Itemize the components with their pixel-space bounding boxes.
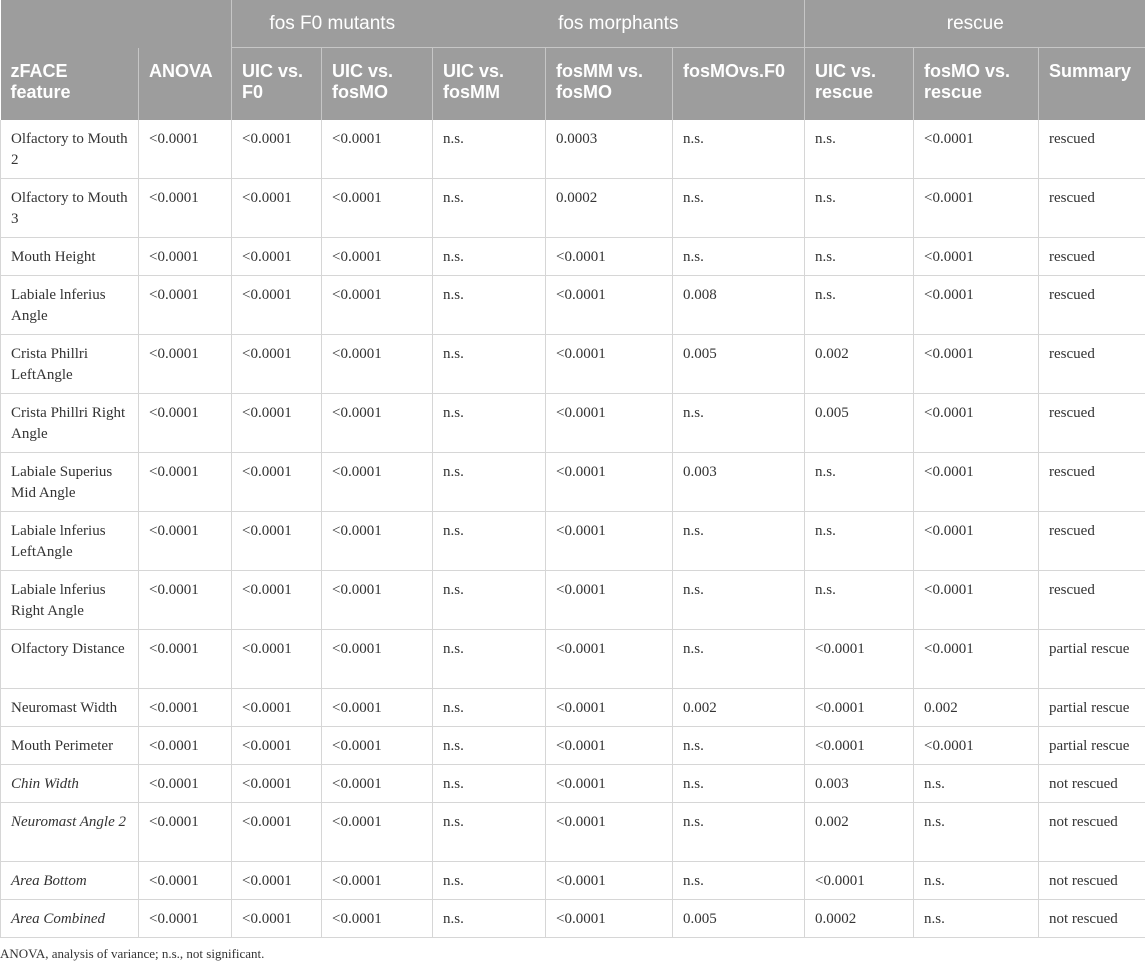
value-cell: <0.0001 xyxy=(232,862,322,900)
table-row xyxy=(1,512,1145,571)
value-cell: rescued xyxy=(1039,453,1145,512)
feature-cell: Labiale Superius Mid Angle xyxy=(1,453,139,512)
value-cell: n.s. xyxy=(914,900,1039,938)
feature-cell: Mouth Perimeter xyxy=(1,727,139,765)
value-cell: not rescued xyxy=(1039,765,1145,803)
value-cell: n.s. xyxy=(433,276,546,335)
value-cell: <0.0001 xyxy=(139,512,232,571)
value-cell: <0.0001 xyxy=(914,179,1039,238)
value-cell: <0.0001 xyxy=(546,727,673,765)
value-cell: 0.005 xyxy=(805,394,914,453)
value-cell: <0.0001 xyxy=(546,765,673,803)
value-cell: <0.0001 xyxy=(805,630,914,689)
group-header-morphants: fos morphants xyxy=(433,0,805,48)
value-cell: 0.002 xyxy=(805,335,914,394)
value-cell: <0.0001 xyxy=(914,238,1039,276)
table-row xyxy=(1,689,1145,727)
value-cell: n.s. xyxy=(673,765,805,803)
value-cell: <0.0001 xyxy=(546,512,673,571)
value-cell: n.s. xyxy=(673,179,805,238)
value-cell: <0.0001 xyxy=(322,120,433,179)
column-header: fosMO vs. rescue xyxy=(914,48,1039,120)
value-cell: rescued xyxy=(1039,238,1145,276)
value-cell: n.s. xyxy=(914,862,1039,900)
value-cell: n.s. xyxy=(433,630,546,689)
value-cell: n.s. xyxy=(433,335,546,394)
value-cell: <0.0001 xyxy=(232,727,322,765)
group-header-empty xyxy=(1,0,232,48)
value-cell: <0.0001 xyxy=(322,727,433,765)
value-cell: rescued xyxy=(1039,571,1145,630)
value-cell: <0.0001 xyxy=(232,689,322,727)
value-cell: n.s. xyxy=(805,512,914,571)
value-cell: <0.0001 xyxy=(322,394,433,453)
value-cell: n.s. xyxy=(805,453,914,512)
value-cell: 0.005 xyxy=(673,335,805,394)
table-body xyxy=(1,120,1145,938)
value-cell: <0.0001 xyxy=(322,238,433,276)
feature-cell: Crista Phillri Right Angle xyxy=(1,394,139,453)
value-cell: n.s. xyxy=(433,453,546,512)
value-cell: <0.0001 xyxy=(546,276,673,335)
value-cell: 0.002 xyxy=(805,803,914,862)
column-header: fosMOvs.F0 xyxy=(673,48,805,120)
value-cell: <0.0001 xyxy=(546,335,673,394)
column-header: UIC vs. fosMO xyxy=(322,48,433,120)
table-row xyxy=(1,120,1145,179)
value-cell: n.s. xyxy=(433,238,546,276)
value-cell: 0.003 xyxy=(673,453,805,512)
group-header-f0: fos F0 mutants xyxy=(232,0,433,48)
value-cell: rescued xyxy=(1039,394,1145,453)
value-cell: <0.0001 xyxy=(232,238,322,276)
value-cell: <0.0001 xyxy=(546,630,673,689)
value-cell: <0.0001 xyxy=(139,900,232,938)
value-cell: <0.0001 xyxy=(322,276,433,335)
value-cell: <0.0001 xyxy=(914,571,1039,630)
value-cell: <0.0001 xyxy=(322,765,433,803)
value-cell: <0.0001 xyxy=(322,453,433,512)
table-row xyxy=(1,453,1145,512)
value-cell: <0.0001 xyxy=(139,238,232,276)
value-cell: <0.0001 xyxy=(914,512,1039,571)
feature-cell: Labiale lnferius Right Angle xyxy=(1,571,139,630)
column-header: ANOVA xyxy=(139,48,232,120)
table-footnote: ANOVA, analysis of variance; n.s., not significant. xyxy=(0,946,265,961)
value-cell: <0.0001 xyxy=(546,803,673,862)
value-cell: n.s. xyxy=(433,900,546,938)
value-cell: <0.0001 xyxy=(322,900,433,938)
table-row xyxy=(1,765,1145,803)
value-cell: <0.0001 xyxy=(139,571,232,630)
value-cell: <0.0001 xyxy=(139,689,232,727)
feature-cell: Labiale lnferius LeftAngle xyxy=(1,512,139,571)
value-cell: <0.0001 xyxy=(232,630,322,689)
value-cell: n.s. xyxy=(805,571,914,630)
value-cell: <0.0001 xyxy=(232,276,322,335)
value-cell: partial rescue xyxy=(1039,689,1145,727)
value-cell: <0.0001 xyxy=(232,765,322,803)
value-cell: n.s. xyxy=(433,689,546,727)
value-cell: <0.0001 xyxy=(546,571,673,630)
value-cell: n.s. xyxy=(433,512,546,571)
value-cell: <0.0001 xyxy=(322,512,433,571)
value-cell: rescued xyxy=(1039,335,1145,394)
feature-cell: Labiale lnferius Angle xyxy=(1,276,139,335)
value-cell: rescued xyxy=(1039,120,1145,179)
value-cell: n.s. xyxy=(433,394,546,453)
value-cell: 0.002 xyxy=(914,689,1039,727)
value-cell: <0.0001 xyxy=(546,689,673,727)
value-cell: <0.0001 xyxy=(322,803,433,862)
value-cell: <0.0001 xyxy=(805,862,914,900)
table-row xyxy=(1,335,1145,394)
feature-cell: Chin Width xyxy=(1,765,139,803)
value-cell: n.s. xyxy=(673,727,805,765)
value-cell: n.s. xyxy=(805,276,914,335)
column-header: UIC vs. fosMM xyxy=(433,48,546,120)
feature-cell: Olfactory to Mouth 2 xyxy=(1,120,139,179)
value-cell: <0.0001 xyxy=(139,394,232,453)
value-cell: n.s. xyxy=(914,803,1039,862)
value-cell: n.s. xyxy=(433,571,546,630)
value-cell: <0.0001 xyxy=(546,900,673,938)
value-cell: <0.0001 xyxy=(322,571,433,630)
value-cell: <0.0001 xyxy=(322,862,433,900)
value-cell: not rescued xyxy=(1039,862,1145,900)
value-cell: <0.0001 xyxy=(546,453,673,512)
value-cell: <0.0001 xyxy=(914,335,1039,394)
feature-cell: Olfactory to Mouth 3 xyxy=(1,179,139,238)
value-cell: <0.0001 xyxy=(139,765,232,803)
value-cell: not rescued xyxy=(1039,900,1145,938)
value-cell: n.s. xyxy=(673,630,805,689)
value-cell: <0.0001 xyxy=(805,727,914,765)
column-header-row xyxy=(1,48,1145,120)
feature-cell: Neuromast Width xyxy=(1,689,139,727)
value-cell: <0.0001 xyxy=(232,803,322,862)
value-cell: <0.0001 xyxy=(139,803,232,862)
value-cell: n.s. xyxy=(673,803,805,862)
value-cell: rescued xyxy=(1039,179,1145,238)
value-cell: n.s. xyxy=(433,179,546,238)
value-cell: n.s. xyxy=(914,765,1039,803)
value-cell: 0.0002 xyxy=(546,179,673,238)
value-cell: <0.0001 xyxy=(805,689,914,727)
value-cell: n.s. xyxy=(673,862,805,900)
value-cell: partial rescue xyxy=(1039,727,1145,765)
value-cell: <0.0001 xyxy=(139,453,232,512)
value-cell: n.s. xyxy=(805,179,914,238)
table-row xyxy=(1,630,1145,689)
value-cell: n.s. xyxy=(433,765,546,803)
value-cell: <0.0001 xyxy=(232,512,322,571)
feature-cell: Area Bottom xyxy=(1,862,139,900)
value-cell: <0.0001 xyxy=(139,727,232,765)
value-cell: <0.0001 xyxy=(139,120,232,179)
value-cell: 0.0003 xyxy=(546,120,673,179)
value-cell: <0.0001 xyxy=(232,571,322,630)
value-cell: n.s. xyxy=(805,120,914,179)
column-header: UIC vs. rescue xyxy=(805,48,914,120)
value-cell: <0.0001 xyxy=(139,179,232,238)
value-cell: <0.0001 xyxy=(232,900,322,938)
table-row xyxy=(1,179,1145,238)
value-cell: n.s. xyxy=(673,120,805,179)
value-cell: <0.0001 xyxy=(139,335,232,394)
value-cell: <0.0001 xyxy=(139,276,232,335)
value-cell: <0.0001 xyxy=(322,630,433,689)
value-cell: <0.0001 xyxy=(322,335,433,394)
value-cell: n.s. xyxy=(673,571,805,630)
value-cell: <0.0001 xyxy=(546,394,673,453)
value-cell: n.s. xyxy=(673,394,805,453)
feature-cell: Neuromast Angle 2 xyxy=(1,803,139,862)
value-cell: rescued xyxy=(1039,276,1145,335)
group-header-rescue: rescue xyxy=(805,0,1145,48)
value-cell: <0.0001 xyxy=(232,120,322,179)
value-cell: <0.0001 xyxy=(914,276,1039,335)
value-cell: <0.0001 xyxy=(546,862,673,900)
value-cell: n.s. xyxy=(673,238,805,276)
value-cell: n.s. xyxy=(805,238,914,276)
table-row xyxy=(1,727,1145,765)
table-row xyxy=(1,900,1145,938)
column-header: UIC vs. F0 xyxy=(232,48,322,120)
table-row xyxy=(1,238,1145,276)
value-cell: <0.0001 xyxy=(322,179,433,238)
column-header: Summary xyxy=(1039,48,1145,120)
table-row xyxy=(1,276,1145,335)
group-header-row xyxy=(1,0,1145,48)
value-cell: partial rescue xyxy=(1039,630,1145,689)
feature-cell: Olfactory Distance xyxy=(1,630,139,689)
value-cell: not rescued xyxy=(1039,803,1145,862)
column-header: zFACE feature xyxy=(1,48,139,120)
feature-cell: Crista Phillri LeftAngle xyxy=(1,335,139,394)
column-header: fosMM vs. fosMO xyxy=(546,48,673,120)
value-cell: n.s. xyxy=(673,512,805,571)
value-cell: 0.008 xyxy=(673,276,805,335)
value-cell: <0.0001 xyxy=(139,862,232,900)
value-cell: <0.0001 xyxy=(914,453,1039,512)
value-cell: <0.0001 xyxy=(139,630,232,689)
feature-cell: Mouth Height xyxy=(1,238,139,276)
value-cell: <0.0001 xyxy=(232,394,322,453)
value-cell: <0.0001 xyxy=(914,394,1039,453)
feature-cell: Area Combined xyxy=(1,900,139,938)
value-cell: <0.0001 xyxy=(232,335,322,394)
value-cell: <0.0001 xyxy=(232,179,322,238)
table-row xyxy=(1,571,1145,630)
value-cell: 0.0002 xyxy=(805,900,914,938)
value-cell: <0.0001 xyxy=(914,120,1039,179)
value-cell: 0.005 xyxy=(673,900,805,938)
value-cell: 0.003 xyxy=(805,765,914,803)
table-row xyxy=(1,862,1145,900)
value-cell: n.s. xyxy=(433,727,546,765)
value-cell: <0.0001 xyxy=(232,453,322,512)
value-cell: <0.0001 xyxy=(546,238,673,276)
table-row xyxy=(1,394,1145,453)
value-cell: rescued xyxy=(1039,512,1145,571)
value-cell: n.s. xyxy=(433,120,546,179)
value-cell: n.s. xyxy=(433,803,546,862)
value-cell: n.s. xyxy=(433,862,546,900)
value-cell: <0.0001 xyxy=(322,689,433,727)
value-cell: <0.0001 xyxy=(914,630,1039,689)
value-cell: <0.0001 xyxy=(914,727,1039,765)
value-cell: 0.002 xyxy=(673,689,805,727)
table-row xyxy=(1,803,1145,862)
